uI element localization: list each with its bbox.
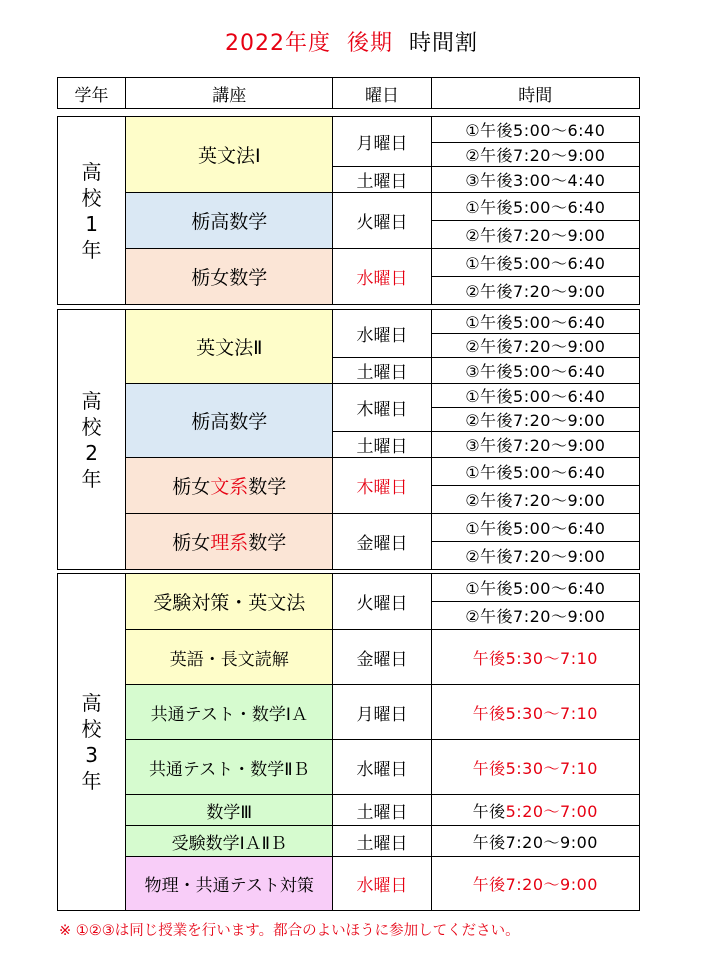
header-course: 講座 xyxy=(126,78,333,109)
course-g2-bunkei: 栃女文系数学 xyxy=(126,458,333,514)
day-cell: 土曜日 xyxy=(333,826,431,857)
time-cell: ②午後7:20～9:00 xyxy=(431,542,639,570)
time-cell: 午後5:30～7:10 xyxy=(431,630,639,685)
course-g1-tochiko: 栃高数学 xyxy=(126,193,333,249)
time-cell: 午後5:30～7:10 xyxy=(431,685,639,740)
grade2-label: 高 校 2 年 xyxy=(58,310,126,570)
time-cell: ②午後7:20～9:00 xyxy=(431,221,639,249)
course-g3-eigo-dokkai: 英語・長文読解 xyxy=(126,630,333,685)
time-cell: ①午後5:00～6:40 xyxy=(431,574,639,602)
time-cell: ①午後5:00～6:40 xyxy=(431,117,639,143)
time-cell: 午後7:20～9:00 xyxy=(431,857,639,911)
course-g1-tochijo: 栃女数学 xyxy=(126,249,333,305)
time-cell: ②午後7:20～9:00 xyxy=(431,277,639,305)
day-cell: 水曜日 xyxy=(333,857,431,911)
time-cell: 午後5:20～7:00 xyxy=(431,795,639,826)
course-g3-kyotsu-2b: 共通テスト・数学ⅡＢ xyxy=(126,740,333,795)
day-cell: 火曜日 xyxy=(333,574,431,630)
day-cell: 土曜日 xyxy=(333,432,431,458)
day-cell: 水曜日 xyxy=(333,249,431,305)
grade1-table xyxy=(57,116,640,305)
day-cell: 月曜日 xyxy=(333,117,431,167)
time-cell: ②午後7:20～9:00 xyxy=(431,408,639,432)
time-cell: ③午後7:20～9:00 xyxy=(431,432,639,458)
course-g2-tochiko: 栃高数学 xyxy=(126,384,333,458)
course-g2-eibunpo: 英文法Ⅱ xyxy=(126,310,333,384)
page-title xyxy=(0,26,703,57)
time-cell: ①午後5:00～6:40 xyxy=(431,514,639,542)
day-cell: 月曜日 xyxy=(333,685,431,740)
time-cell: ③午後3:00～4:40 xyxy=(431,167,639,193)
header-grade: 学年 xyxy=(58,78,126,109)
day-cell: 水曜日 xyxy=(333,310,431,358)
day-cell: 土曜日 xyxy=(333,358,431,384)
time-cell: ①午後5:00～6:40 xyxy=(431,458,639,486)
course-g3-juken-eibun: 受験対策・英文法 xyxy=(126,574,333,630)
title-suffix: 時間割 xyxy=(409,31,479,56)
day-cell: 金曜日 xyxy=(333,514,431,570)
course-g3-kyotsu-1a: 共通テスト・数学ⅠＡ xyxy=(126,685,333,740)
day-cell: 水曜日 xyxy=(333,740,431,795)
header-table xyxy=(57,77,640,109)
footnote: ※ ①②③は同じ授業を行います。都合のよいほうに参加してください。 xyxy=(59,923,520,939)
time-cell: ②午後7:20～9:00 xyxy=(431,334,639,358)
day-cell: 土曜日 xyxy=(333,795,431,826)
time-cell: ②午後7:20～9:00 xyxy=(431,143,639,167)
time-cell: ①午後5:00～6:40 xyxy=(431,384,639,408)
time-cell: ①午後5:00～6:40 xyxy=(431,310,639,334)
course-g3-butsuri: 物理・共通テスト対策 xyxy=(126,857,333,911)
time-cell: ①午後5:00～6:40 xyxy=(431,249,639,277)
grade1-label: 高 校 1 年 xyxy=(58,117,126,305)
time-cell: ②午後7:20～9:00 xyxy=(431,486,639,514)
course-g3-juken-sugaku: 受験数学ⅠＡⅡＢ xyxy=(126,826,333,857)
time-cell: ③午後5:00～6:40 xyxy=(431,358,639,384)
time-cell: ②午後7:20～9:00 xyxy=(431,602,639,630)
day-cell: 木曜日 xyxy=(333,458,431,514)
time-cell: 午後7:20～9:00 xyxy=(431,826,639,857)
course-g1-eibunpo: 英文法Ⅰ xyxy=(126,117,333,193)
course-g2-rikei: 栃女理系数学 xyxy=(126,514,333,570)
time-cell: ①午後5:00～6:40 xyxy=(431,193,639,221)
title-term: 後期 xyxy=(346,31,393,56)
grade3-label: 高 校 3 年 xyxy=(58,574,126,911)
grade2-table xyxy=(57,309,640,570)
day-cell: 金曜日 xyxy=(333,630,431,685)
day-cell: 土曜日 xyxy=(333,167,431,193)
grade3-table xyxy=(57,573,640,911)
header-day: 曜日 xyxy=(333,78,431,109)
day-cell: 木曜日 xyxy=(333,384,431,432)
title-year: 2022年度 xyxy=(224,31,331,56)
day-cell: 火曜日 xyxy=(333,193,431,249)
header-time: 時間 xyxy=(431,78,639,109)
course-g3-sugaku3: 数学Ⅲ xyxy=(126,795,333,826)
time-cell: 午後5:30～7:10 xyxy=(431,740,639,795)
